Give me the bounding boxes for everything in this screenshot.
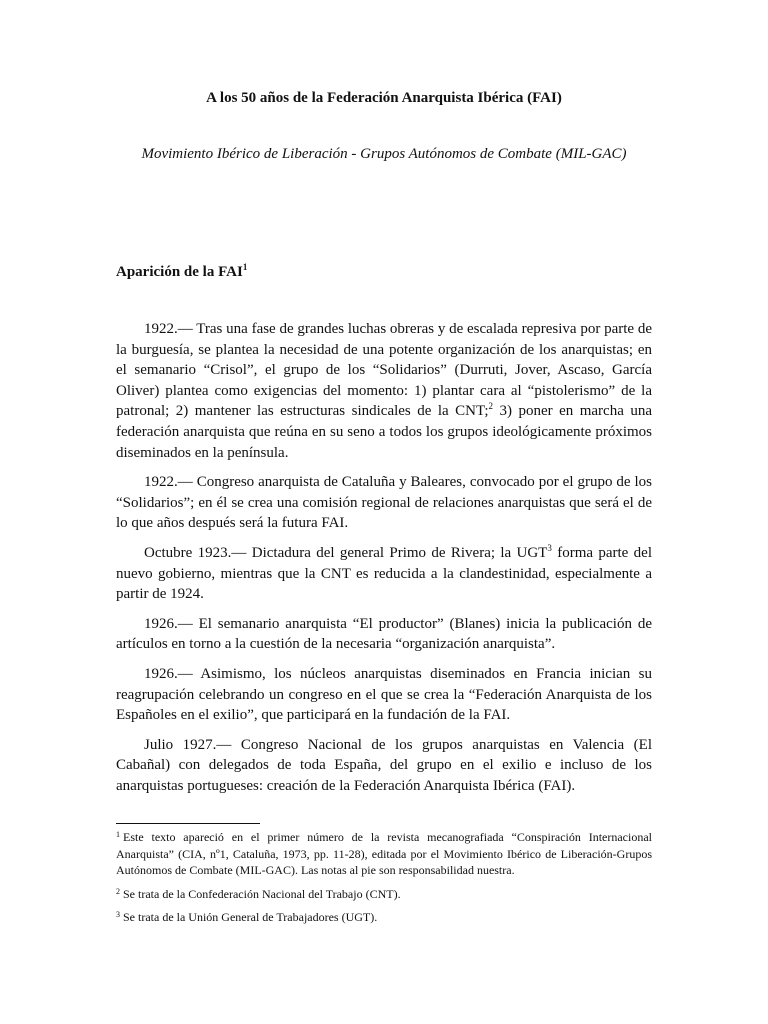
paragraph-text: Julio 1927.— Congreso Nacional de los grupos anarquistas en Valencia (El Cabañal) con delegados de toda España, del grupo en el exilio e incluso de los anarquistas portugueses: creación de la Federación Anarquista Ibérica (FAI). [116,736,652,794]
section-heading-text: Aparición de la FAI [116,264,243,280]
footnote-number: 3 [116,910,120,919]
footnotes [116,829,652,933]
paragraph-1923-dictadura [116,543,652,605]
footnote-ref-3[interactable]: 3 [547,542,552,553]
footnote-divider [116,823,260,824]
paragraph-1927-valencia [116,735,652,797]
paragraph-1922-solidarios [116,319,652,463]
paragraph-text: 1922.— Tras una fase de grandes luchas obreras y de escalada represiva por parte de la burguesía, se plantea la necesidad de una potente organización de los anarquistas; en el semanario “Crisol”, el grupo de los “Solidarios” (Durruti, Jover, Ascaso, García Oliver) plantea como exigencias del momento: 1) plantar cara al “pistolerismo” de la patronal; 2) mantener las estructuras sindicales de la CNT; [116,321,652,420]
paragraph-text: 1926.— Asimismo, los núcleos anarquistas diseminados en Francia inician su reagrupación celebrando un congreso en el que se crea la “Federación Anarquista de los Españoles en el exilio”, que participará en la fundación de la FAI. [116,665,652,724]
paragraph-text: 3) poner en marcha una federación anarquista que reúna en su seno a todos los grupos ideológicamente próximos diseminados en la península. [116,403,652,461]
section-heading [116,262,247,282]
paragraph-1926-productor [116,614,652,655]
footnote-number: 1 [116,830,120,839]
footnote-text: Este texto apareció en el primer número de la revista mecanografiada “Conspiración Internacional Anarquista” (CIA, nº1, Cataluña, 1973, pp. 11-28), editada por el Movimiento Ibérico de Liberación-Grupos Autónomos de Combate (MIL-GAC). Las notas al pie son responsabilidad nuestra. [116,830,652,877]
footnote-1 [116,829,652,879]
document-title: A los 50 años de la Federación Anarquista Ibérica (FAI) [206,90,562,106]
footnote-text: Se trata de la Confederación Nacional del Trabajo (CNT). [123,886,401,901]
footnote-ref-1[interactable]: 1 [242,262,248,272]
paragraph-1926-francia [116,664,652,726]
body-text [116,319,652,805]
paragraph-text: 1926.— El semanario anarquista “El productor” (Blanes) inicia la publicación de artículos en torno a la cuestión de la necesaria “organización anarquista”. [116,615,652,653]
footnote-number: 2 [116,886,120,896]
footnote-2 [116,886,652,903]
document-subtitle: Movimiento Ibérico de Liberación - Grupos Autónomos de Combate (MIL-GAC) [141,146,627,162]
footnote-ref-2[interactable]: 2 [488,401,494,412]
paragraph-1922-congreso [116,472,652,534]
footnote-text: Se trata de la Unión General de Trabajadores (UGT). [123,910,378,924]
paragraph-text: Octubre 1923.— Dictadura del general Primo de Rivera; la UGT [144,544,548,561]
paragraph-text: 1922.— Congreso anarquista de Cataluña y Baleares, convocado por el grupo de los “Solidarios”; en él se crea una comisión regional de relaciones anarquistas que será el de lo que años después será la futura FAI. [116,474,652,532]
paragraph-text: forma parte del nuevo gobierno, mientras que la CNT es reducida a la clandestinidad, especialmente a partir de 1924. [116,544,652,603]
footnote-3 [116,909,652,926]
